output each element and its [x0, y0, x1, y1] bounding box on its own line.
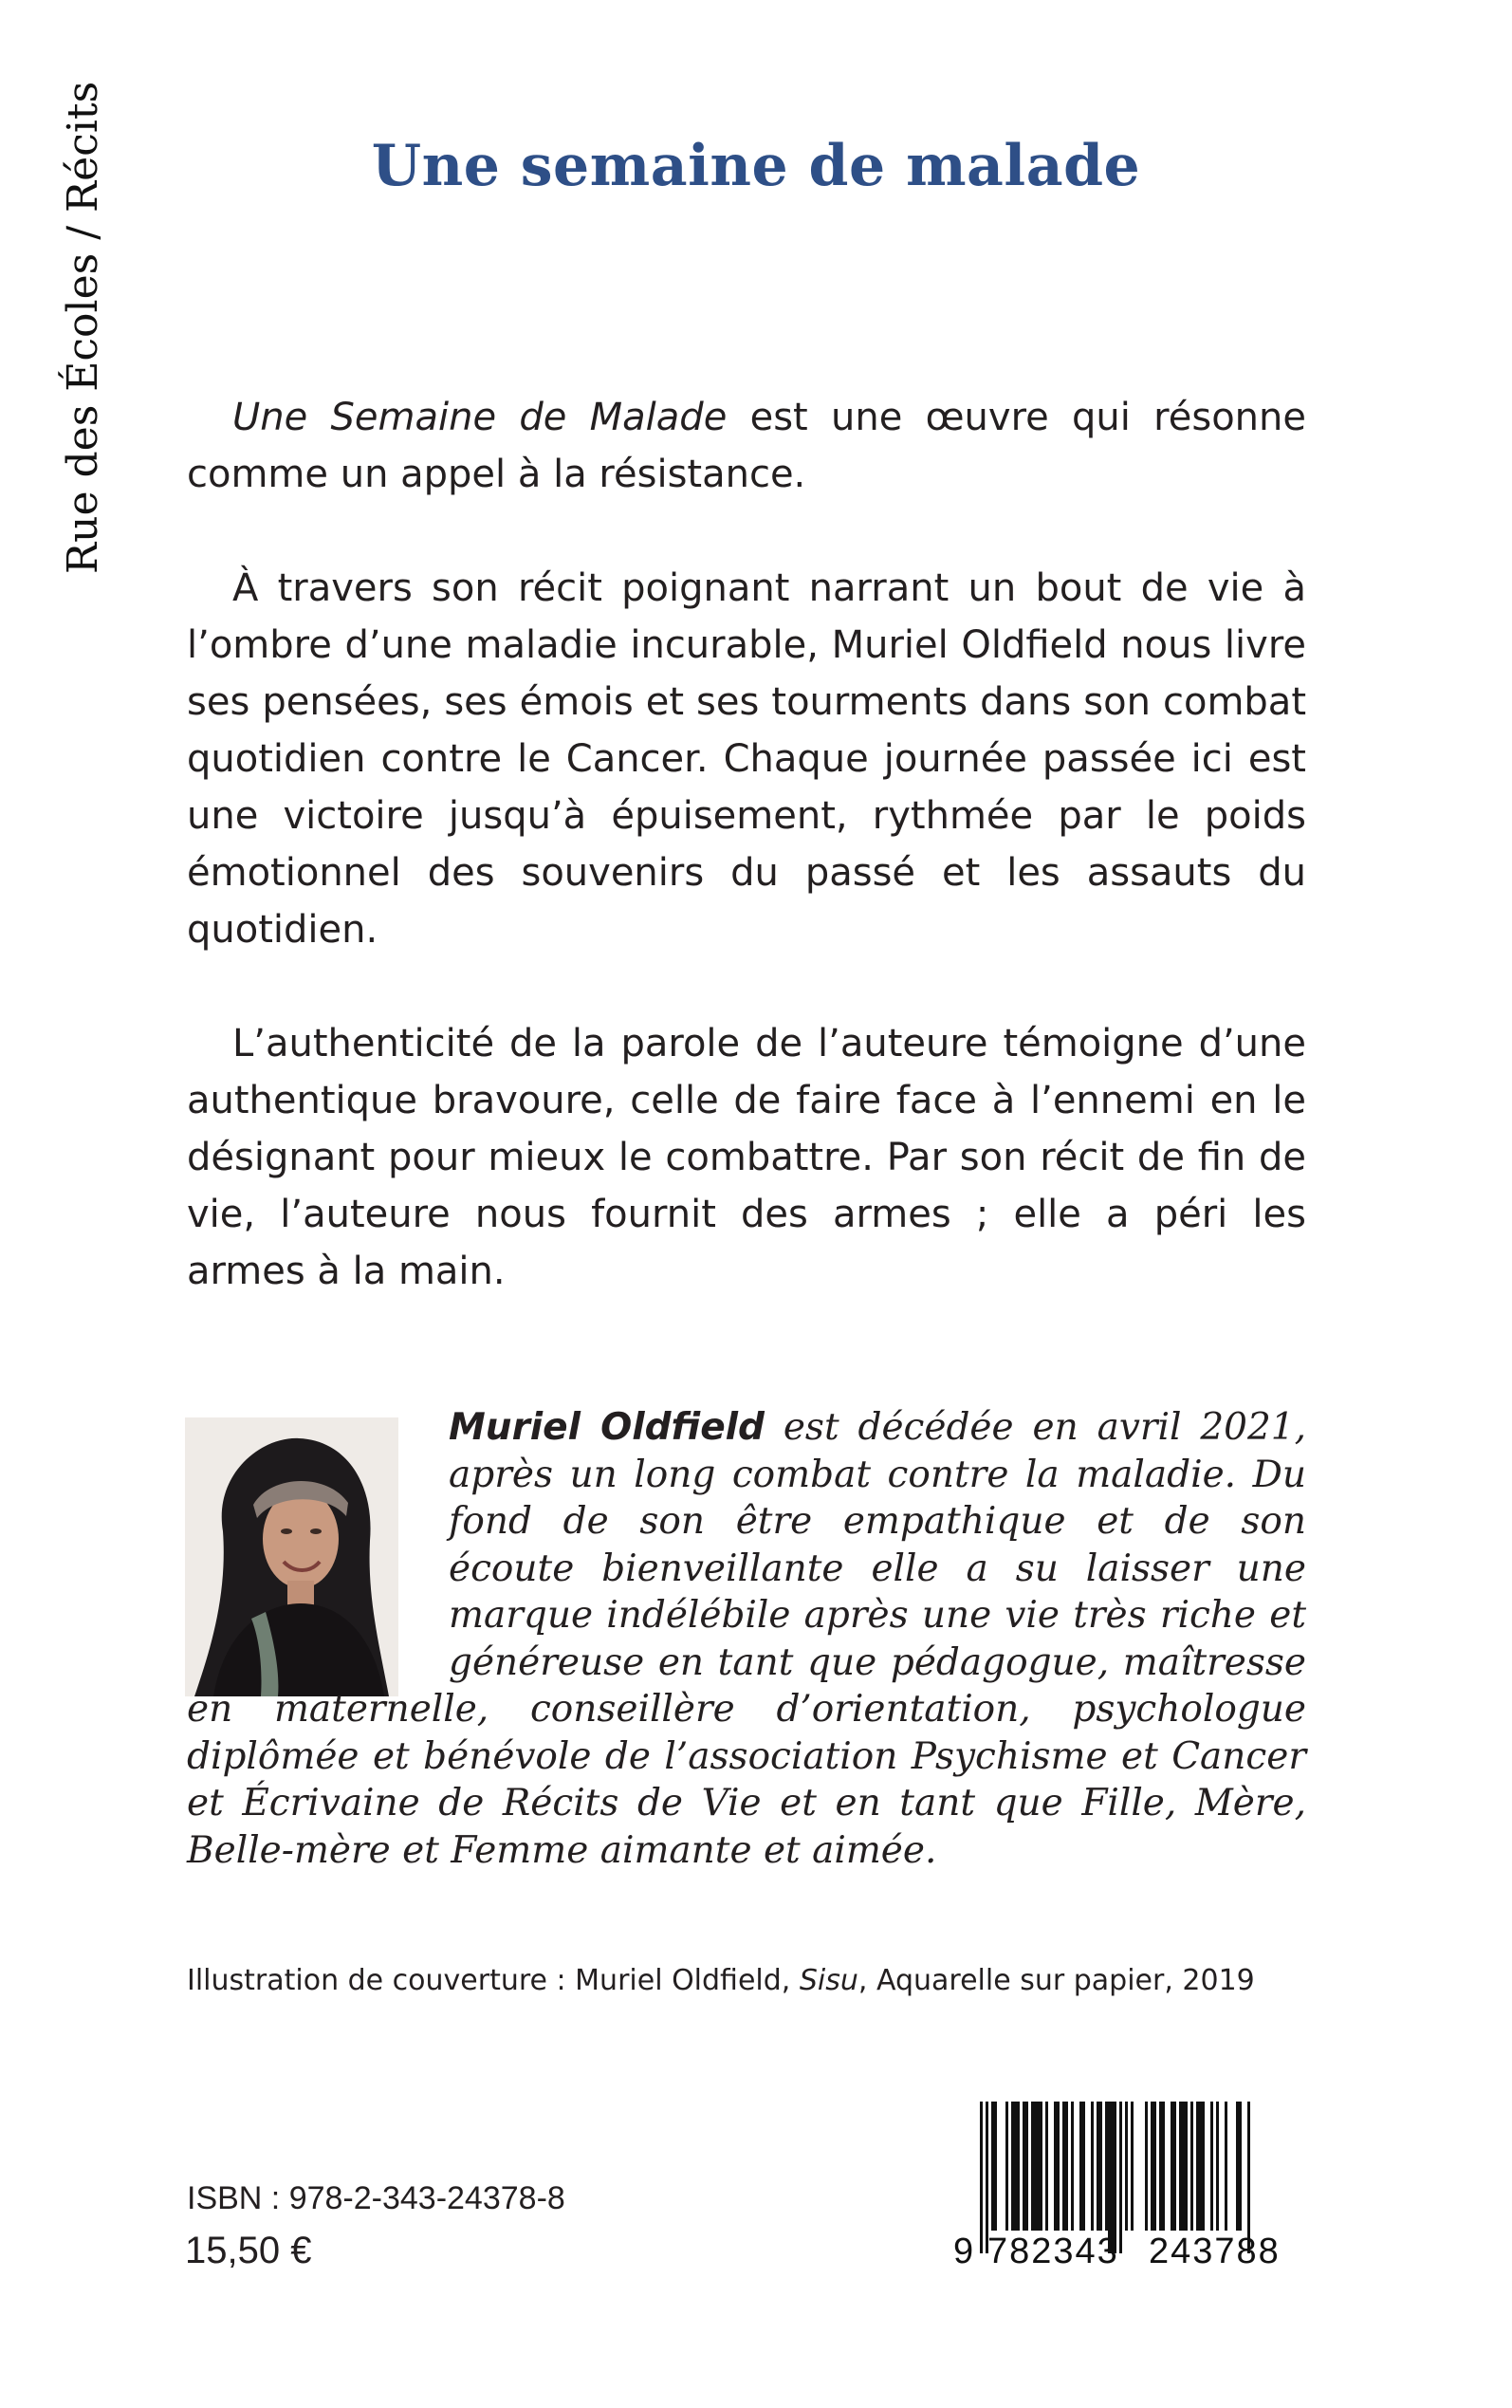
- barcode-bar: [1199, 2102, 1202, 2231]
- collection-label: Rue des Écoles / Récits: [59, 81, 107, 574]
- barcode-bar: [1023, 2102, 1025, 2231]
- credits-prefix: Illustration de couverture : Muriel Oldfield,: [187, 1964, 800, 1997]
- barcode-bar: [1005, 2102, 1008, 2231]
- barcode-bar: [1099, 2102, 1102, 2231]
- barcode-bar: [1190, 2102, 1193, 2231]
- price: 15,50 €: [185, 2230, 312, 2271]
- author-name: Muriel Oldfield: [449, 1406, 765, 1449]
- barcode-bar: [1239, 2102, 1242, 2231]
- barcode-bar: [1159, 2102, 1162, 2231]
- barcode-bar: [1185, 2102, 1188, 2231]
- barcode-bar: [1151, 2102, 1153, 2231]
- blurb-paragraph-2: À travers son récit poignant narrant un bout de vie à l’ombre d’une maladie incurable, Muriel Oldfield nous livre ses pensées, ses émois et ses tourments dans son combat quotidien contre le Cancer. Chaque journée passée ici est une victoire jusqu’à épuisement, rythmée par le poids émotionnel des souvenirs du passé et les assauts du quotidien.: [187, 566, 1306, 952]
- barcode-bar: [1131, 2102, 1134, 2231]
- barcode-bar: [1054, 2102, 1057, 2231]
- barcode-bar: [980, 2102, 983, 2253]
- barcode-bar: [1162, 2102, 1165, 2231]
- blurb-book-title: Une Semaine de Malade: [232, 396, 728, 439]
- author-bio-text: est décédée en avril 2021, après un long combat contre la maladie. Du fond de son être empathique et de son écoute bienveillante elle a su laisser une marque indélébile après une vie très riche et généreuse en tant que pédagogue, maîtresse en maternelle, conseillère d’orientation, psychologue diplômée et bénévole de l’association Psychisme et Cancer et Écrivaine de Récits de Vie et en tant que Fille, Mère, Belle-mère et Femme aimante et aimée.: [187, 1406, 1306, 1872]
- barcode-bar: [1119, 2102, 1122, 2253]
- barcode-right-group: 243788: [1149, 2232, 1281, 2271]
- barcode-bar: [1173, 2102, 1176, 2231]
- barcode-bar: [994, 2102, 997, 2231]
- barcode-bar: [1114, 2102, 1116, 2253]
- author-bio: [187, 1404, 1306, 1874]
- barcode-bar: [1071, 2102, 1074, 2231]
- barcode-bar: [1216, 2102, 1219, 2231]
- book-title: Une semaine de malade: [371, 133, 1141, 199]
- barcode-bar: [1179, 2102, 1182, 2231]
- barcode-bar: [1145, 2102, 1148, 2231]
- barcode-bar: [991, 2102, 994, 2231]
- barcode-bar: [1225, 2102, 1227, 2231]
- barcode-left-group: 782343: [987, 2232, 1119, 2271]
- barcode-bar: [1011, 2102, 1014, 2231]
- barcode-bar: [1202, 2102, 1205, 2231]
- barcode-bar: [1025, 2102, 1028, 2231]
- photo-spacer: [187, 1404, 449, 1686]
- barcode-bar: [1082, 2102, 1085, 2231]
- credits-work-title: Sisu: [799, 1964, 858, 1997]
- barcode-bar: [1017, 2102, 1020, 2231]
- barcode-bar: [1065, 2102, 1068, 2231]
- barcode-bar: [1247, 2102, 1250, 2253]
- barcode-bar: [1034, 2102, 1037, 2231]
- barcode-bar: [1111, 2102, 1114, 2253]
- barcode-bar: [1045, 2102, 1048, 2231]
- barcode-bar: [1097, 2102, 1099, 2231]
- barcode-bar: [1062, 2102, 1065, 2231]
- barcode-bar: [986, 2102, 988, 2253]
- cover-credits: [187, 1964, 1255, 1997]
- barcode-first-digit: 9: [953, 2232, 974, 2271]
- blurb-paragraph-1-text: est une œuvre qui résonne comme un appel à la résistance.: [187, 396, 1306, 496]
- barcode-bar: [1236, 2102, 1239, 2231]
- barcode-bar: [1014, 2102, 1017, 2231]
- barcode-bar: [1057, 2102, 1060, 2231]
- barcode-bar: [1153, 2102, 1156, 2231]
- blurb-paragraph-1: [187, 389, 1306, 503]
- barcode-bar: [1031, 2102, 1034, 2231]
- barcode-bar: [1037, 2102, 1040, 2231]
- barcode-bar: [1125, 2102, 1128, 2231]
- barcode-bar: [1196, 2102, 1199, 2231]
- barcode-bar: [1040, 2102, 1042, 2231]
- barcode-bar: [1171, 2102, 1173, 2231]
- credits-suffix: , Aquarelle sur papier, 2019: [857, 1964, 1255, 1997]
- barcode-bar: [1182, 2102, 1185, 2231]
- isbn: ISBN : 978-2-343-24378-8: [187, 2180, 565, 2216]
- barcode-bar: [1108, 2102, 1111, 2253]
- barcode-bar: [1105, 2102, 1108, 2231]
- barcode-bar: [1091, 2102, 1094, 2231]
- blurb-paragraph-3: L’authenticité de la parole de l’auteure témoigne d’une authentique bravoure, celle de faire face à l’ennemi en le désignant pour mieux le combattre. Par son récit de fin de vie, l’auteure nous fournit des armes ; elle a péri les armes à la main.: [187, 1022, 1306, 1293]
- blurb: [187, 389, 1306, 1300]
- barcode-bar: [1079, 2102, 1082, 2231]
- barcode-bar: [1210, 2102, 1213, 2231]
